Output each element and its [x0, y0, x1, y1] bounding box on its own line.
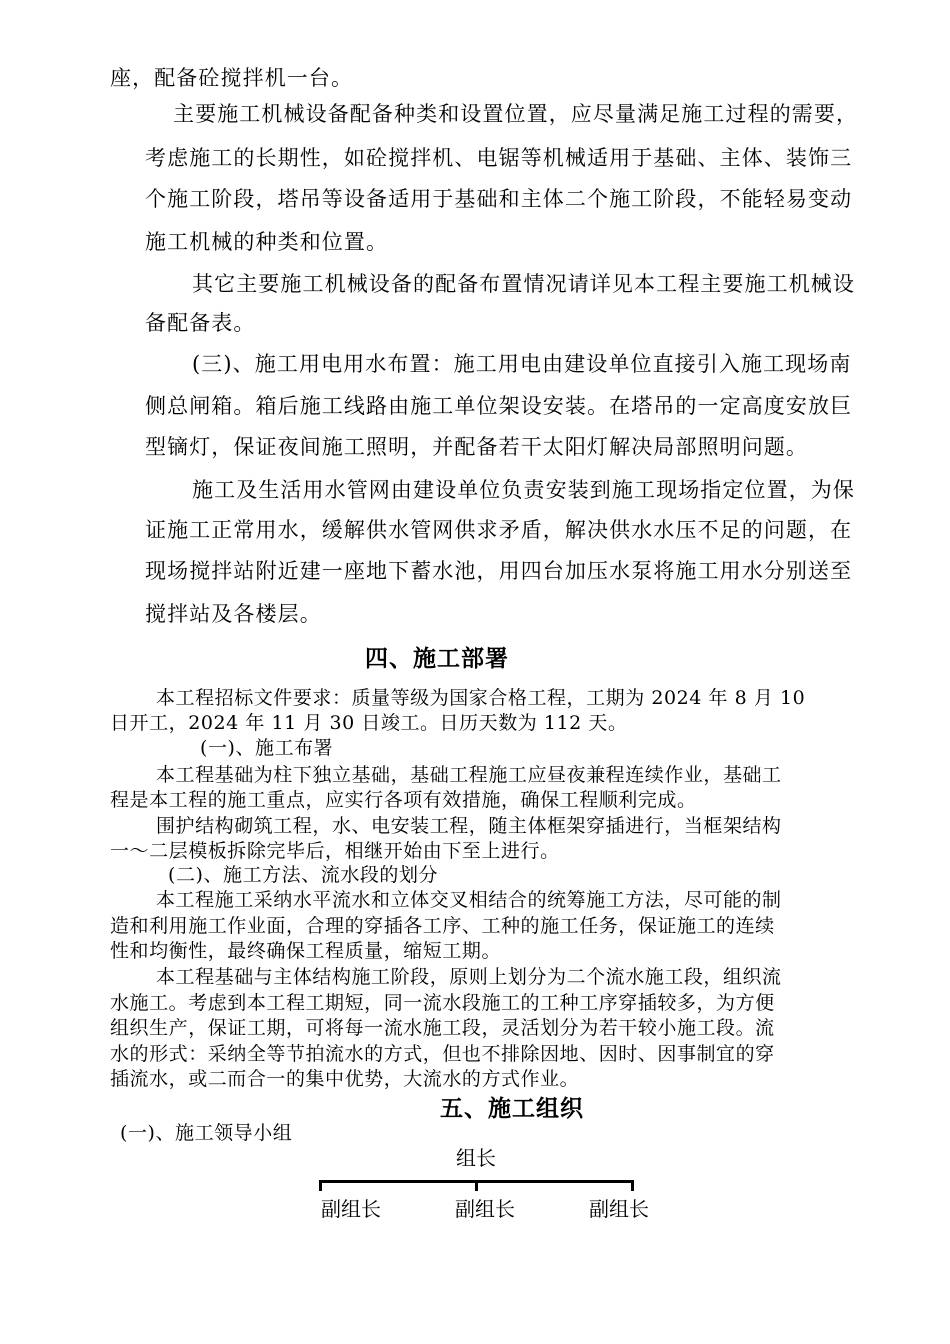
paragraph-line: 型镝灯，保证夜间施工照明，并配备若干太阳灯解决局部照明问题。: [145, 435, 808, 459]
subheading: (二)、施工方法、流水段的划分: [168, 864, 439, 886]
paragraph-line: 程是本工程的施工重点，应实行各项有效措施，确保工程顺利完成。: [110, 789, 697, 811]
org-deputy: 副组长: [321, 1197, 381, 1221]
paragraph-line: 本工程施工采纳水平流水和立体交叉相结合的统筹施工方法，尽可能的制: [156, 889, 782, 911]
paragraph-line: 插流水，或二而合一的集中优势，大流水的方式作业。: [110, 1068, 580, 1090]
section-heading-5: 五、施工组织: [440, 1095, 584, 1122]
paragraph-line: 围护结构砌筑工程，水、电安装工程，随主体框架穿插进行，当框架结构: [156, 815, 782, 837]
paragraph-line: 水施工。考虑到本工程工期短，同一流水段施工的工种工序穿插较多，为方便: [110, 992, 775, 1014]
paragraph-line: 一～二层模板拆除完毕后，相继开始由下至上进行。: [110, 840, 560, 862]
org-connector-right: [631, 1180, 634, 1191]
paragraph-line: 现场搅拌站附近建一座地下蓄水池，用四台加压水泵将施工用水分别送至: [145, 559, 853, 583]
org-deputy: 副组长: [589, 1197, 649, 1221]
paragraph-line: 本工程基础为柱下独立基础，基础工程施工应昼夜兼程连续作业，基础工: [156, 764, 782, 786]
paragraph-line: 造和利用施工作业面，合理的穿插各工序、工种的施工任务，保证施工的连续: [110, 915, 775, 937]
paragraph-line: 施工机械的种类和位置。: [145, 230, 389, 254]
paragraph-line: 组织生产，保证工期，可将每一流水施工段，灵活划分为若干较小施工段。流: [110, 1017, 775, 1039]
paragraph-line: 个施工阶段，塔吊等设备适用于基础和主体二个施工阶段，不能轻易变动: [145, 187, 853, 211]
paragraph-line: 日开工，2024 年 11 月 30 日竣工。日历天数为 112 天。: [110, 712, 628, 734]
paragraph-line: 搅拌站及各楼层。: [145, 602, 322, 626]
org-deputy: 副组长: [455, 1197, 515, 1221]
paragraph-line: 主要施工机械设备配备种类和设置位置，应尽量满足施工过程的需要，: [173, 102, 859, 126]
paragraph-line: 水的形式：采纳全等节拍流水的方式，但也不排除因地、因时、因事制宜的穿: [110, 1043, 775, 1065]
subheading: (一)、施工领导小组: [120, 1122, 293, 1144]
org-connector-center: [475, 1180, 478, 1191]
paragraph-line: 本工程基础与主体结构施工阶段，原则上划分为二个流水施工段，组织流: [156, 966, 782, 988]
paragraph-line: 其它主要施工机械设备的配备布置情况请详见本工程主要施工机械设: [192, 272, 855, 296]
org-leader: 组长: [456, 1146, 496, 1170]
paragraph-line: (三)、施工用电用水布置：施工用电由建设单位直接引入施工现场南: [192, 352, 852, 376]
paragraph-line: 本工程招标文件要求：质量等级为国家合格工程，工期为 2024 年 8 月 10: [156, 687, 806, 709]
subheading: (一)、施工布署: [200, 737, 334, 759]
paragraph-line: 性和均衡性，最终确保工程质量，缩短工期。: [110, 940, 502, 962]
paragraph-line: 座，配备砼搅拌机一台。: [110, 66, 354, 90]
section-heading-4: 四、施工部署: [365, 645, 509, 672]
paragraph-line: 施工及生活用水管网由建设单位负责安装到施工现场指定位置，为保: [192, 478, 855, 502]
paragraph-line: 考虑施工的长期性，如砼搅拌机、电锯等机械适用于基础、主体、装饰三: [145, 146, 853, 170]
paragraph-line: 证施工正常用水，缓解供水管网供求矛盾，解决供水水压不足的问题，在: [145, 518, 853, 542]
paragraph-line: 侧总闸箱。箱后施工线路由施工单位架设安装。在塔吊的一定高度安放巨: [145, 394, 853, 418]
paragraph-line: 备配备表。: [145, 311, 256, 335]
org-connector-left: [319, 1180, 322, 1191]
